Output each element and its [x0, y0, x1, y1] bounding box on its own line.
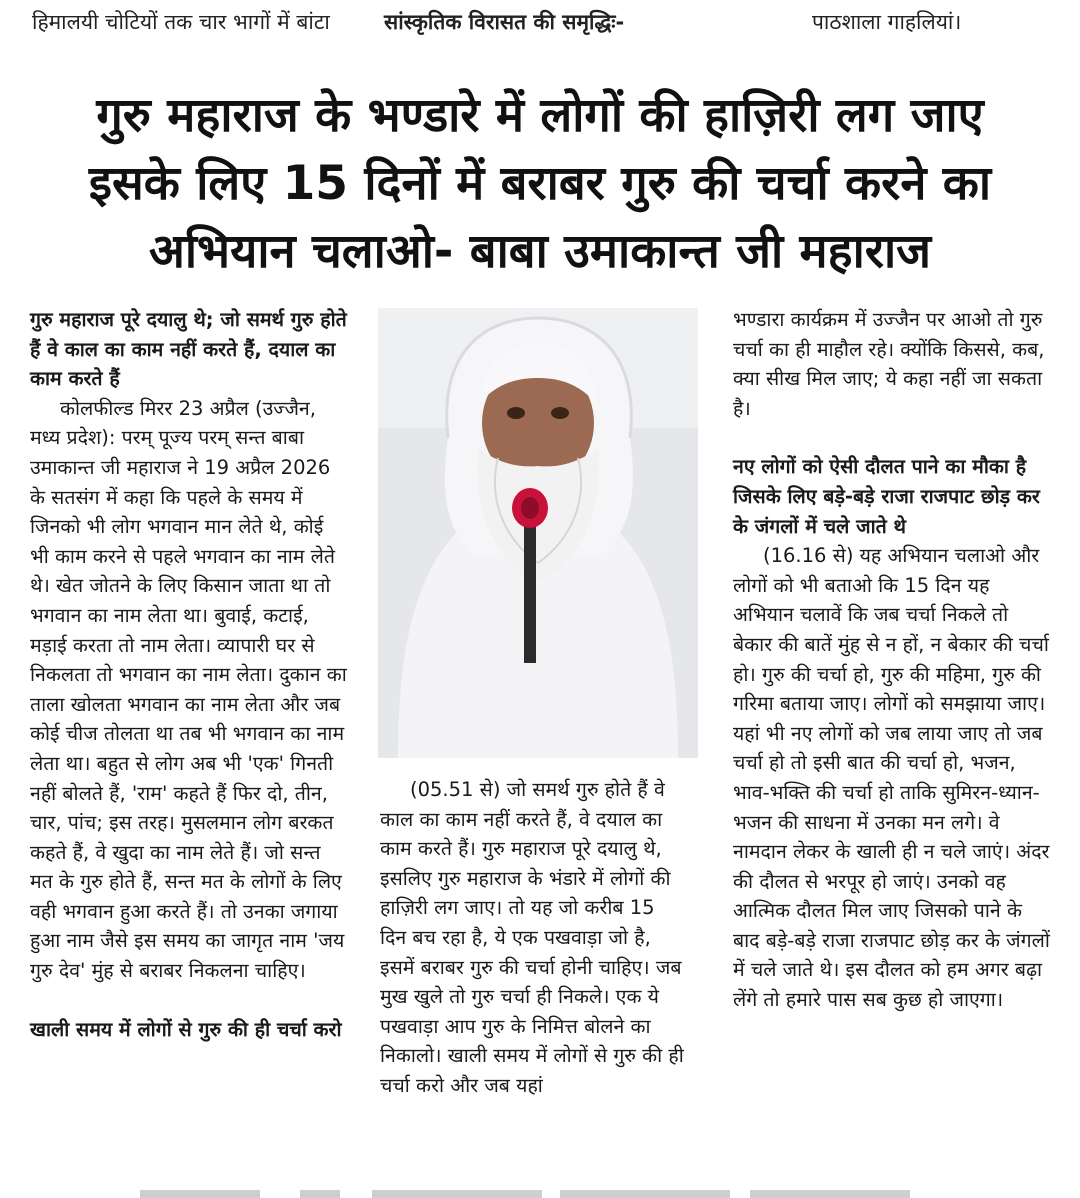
right-body-text-1: भण्डारा कार्यक्रम में उज्जैन पर आओ तो गुरु चर्चा का ही माहौल रहे। क्योंकि किससे, कब, क्या सीख मिल जाए; ये कहा नहीं जा सकता है।	[733, 308, 1045, 420]
headline	[20, 82, 1060, 286]
headline-line-3: अभियान चलाओ- बाबा उमाकान्त जी महाराज	[148, 224, 932, 279]
left-subheading-2: खाली समय में लोगों से गुरु की ही चर्चा करो	[30, 1017, 342, 1041]
left-body-text: कोलफील्ड मिरर 23 अप्रैल (उज्जैन, मध्य प्रदेश): परम् पूज्य परम् सन्त बाबा उमाकान्त जी महाराज ने 19 अप्रैल 2026 के सतसंग में कहा कि पहले के समय में जिनको भी लोग भगवान मान लेते थे, कोई भी काम करने से पहले भगवान का नाम लेते थे। खेत जोतने के लिए किसान जाता था तो भगवान का नाम लेता था। बुवाई, कटाई, मड़ाई करता तो नाम लेता। व्यापारी घर से निकलता तो भगवान का नाम लेता। दुकान का ताला खोलता भगवान का नाम लेता और जब कोई चीज तोलता था तब भी भगवान का नाम लेता था। बहुत से लोग अब भी 'एक' गिनती नहीं बोलते हैं, 'राम' कहते हैं फिर दो, तीन, चार, पांच; इस तरह। मुसलमान लोग बरकत कहते हैं, वे खुदा का नाम लेते हैं। जो सन्त मत के गुरु होते हैं, सन्त मत के लोगों के लिए वही भगवान हुआ करते हैं। तो उनका जगाया हुआ नाम जैसे इस समय का जागृत नाम 'जय गुरु देव' मुंह से बराबर निकलना चाहिए।	[30, 396, 347, 983]
baba-photo	[378, 308, 698, 758]
left-subheading: गुरु महाराज पूरे दयालु थे; जो समर्थ गुरु होते हैं वे काल का काम नहीं करते हैं, दयाल का काम करते हैं	[30, 308, 347, 391]
cut-text-fragment	[750, 1190, 910, 1198]
top-fragment-right: पाठशाला गाहलियां।	[812, 10, 962, 34]
right-column	[733, 305, 1053, 1015]
portrait-illustration	[378, 308, 698, 758]
headline-line-1: गुरु महाराज के भण्डारे में लोगों की हाज़िरी लग जाए	[96, 88, 984, 143]
right-subheading: नए लोगों को ऐसी दौलत पाने का मौका है जिसके लिए बड़े-बड़े राजा राजपाट छोड़ कर के जंगलों में चले जाते थे	[733, 455, 1040, 538]
top-fragment-center: सांस्कृतिक विरासत की समृद्धिः-	[384, 10, 625, 34]
cut-text-fragment	[560, 1190, 730, 1198]
top-fragment-left: हिमालयी चोटियों तक चार भागों में बांटा	[32, 10, 330, 34]
cut-text-fragment	[372, 1190, 542, 1198]
previous-section-strip	[0, 0, 1080, 44]
cut-text-fragment	[140, 1190, 260, 1198]
headline-line-2: इसके लिए 15 दिनों में बराबर गुरु की चर्चा करने का	[88, 156, 992, 211]
next-section-strip	[0, 1190, 1080, 1198]
right-body-text-2: (16.16 से) यह अभियान चलाओ और लोगों को भी बताओ कि 15 दिन यह अभियान चलावें कि जब चर्चा निकले तो बेकार की बातें मुंह से न हों, न बेकार की चर्चा हो। गुरु की चर्चा हो, गुरु की महिमा, गुरु की गरिमा बताया जाए। लोगों को समझाया जाए। यहां भी नए लोगों को जब लाया जाए तो जब चर्चा हो तो इसी बात की चर्चा हो, भजन, भाव-भक्ति की चर्चा हो ताकि सुमिरन-ध्यान-भजन की साधना में उनका मन लगे। वे नामदान लेकर के खाली ही न चले जाएं। अंदर की दौलत से भरपूर हो जाएं। उनको वह आत्मिक दौलत मिल जाए जिसको पाने के बाद बड़े-बड़े राजा राजपाट छोड़ कर के जंगलों में चले जाते थे। इस दौलत को हम अगर बढ़ा लेंगे तो हमारे पास सब कुछ हो जाएगा।	[733, 544, 1050, 1012]
middle-column	[380, 775, 685, 1101]
middle-body-text: (05.51 से) जो समर्थ गुरु होते हैं वे काल का काम नहीं करते हैं, वे दयाल का काम करते हैं। गुरु महाराज पूरे दयालु थे, इसलिए गुरु महाराज के भंडारे में लोगों की हाज़िरी लग जाए। तो यह जो करीब 15 दिन बच रहा है, ये एक पखवाड़ा जो है, इसमें बराबर गुरु की चर्चा होनी चाहिए। जब मुख खुले तो गुरु चर्चा ही निकले। एक ये पखवाड़ा आप गुरु के निमित्त बोलने का निकालो। खाली समय में लोगों से गुरु की ही चर्चा करो और जब यहां	[380, 778, 684, 1097]
cut-text-fragment	[300, 1190, 340, 1198]
left-column	[30, 305, 348, 1044]
